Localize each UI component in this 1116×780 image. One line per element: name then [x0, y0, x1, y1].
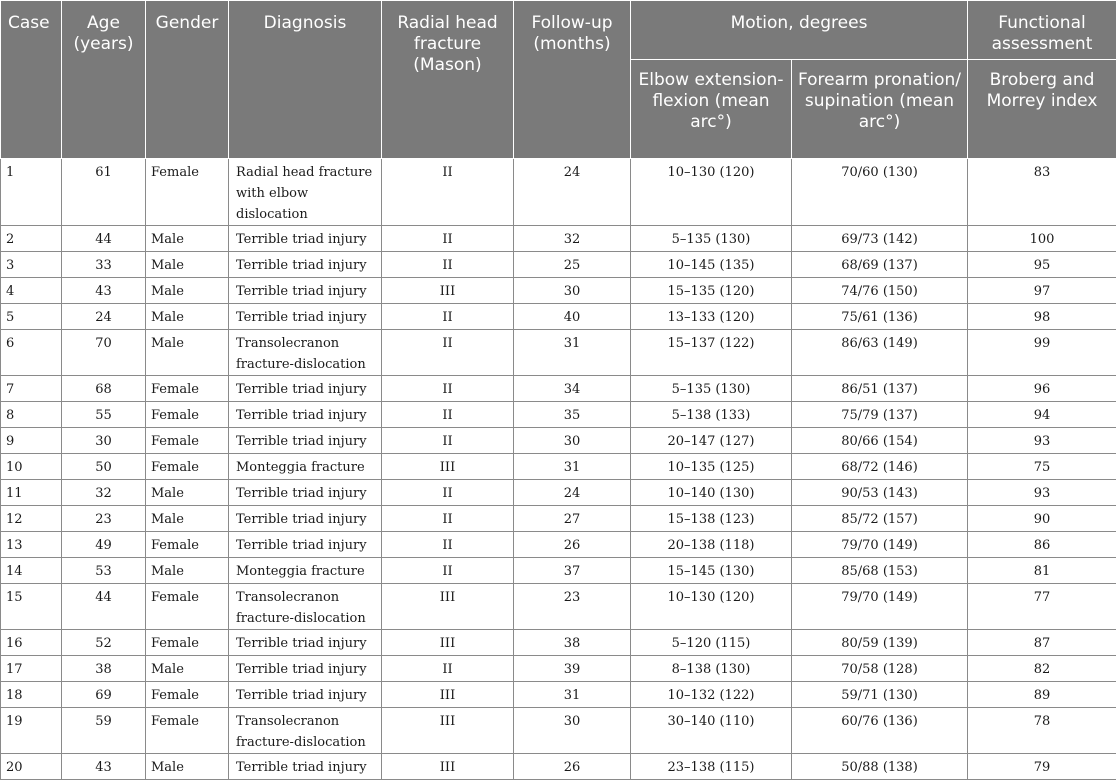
cell-elbow-arc: 10–145 (135): [631, 252, 792, 278]
header-functional-assessment: Functional assessment: [968, 1, 1116, 60]
cell-follow-up: 37: [514, 558, 631, 584]
cell-gender: Female: [146, 376, 229, 402]
cell-case: 2: [1, 226, 62, 252]
cell-elbow-arc: 10–132 (122): [631, 682, 792, 708]
table-row: [1, 558, 1116, 584]
cell-age: 33: [62, 252, 146, 278]
cell-broberg-index: 100: [968, 226, 1116, 252]
table-row: [1, 532, 1116, 558]
cell-follow-up: 30: [514, 708, 631, 754]
cell-follow-up: 39: [514, 656, 631, 682]
cell-gender: Female: [146, 532, 229, 558]
cell-forearm-arc: 74/76 (150): [792, 278, 968, 304]
table-row: [1, 630, 1116, 656]
header-gender: Gender: [146, 1, 229, 159]
cell-elbow-arc: 30–140 (110): [631, 708, 792, 754]
cell-follow-up: 34: [514, 376, 631, 402]
cell-case: 3: [1, 252, 62, 278]
cell-diagnosis: Transolecranon fracture-dislocation: [229, 584, 382, 630]
cell-diagnosis: Terrible triad injury: [229, 402, 382, 428]
cell-case: 16: [1, 630, 62, 656]
cell-age: 23: [62, 506, 146, 532]
cell-mason: II: [382, 506, 514, 532]
cell-elbow-arc: 20–138 (118): [631, 532, 792, 558]
cell-case: 6: [1, 330, 62, 376]
cell-gender: Male: [146, 754, 229, 780]
cell-case: 15: [1, 584, 62, 630]
cell-forearm-arc: 85/68 (153): [792, 558, 968, 584]
cell-broberg-index: 82: [968, 656, 1116, 682]
cell-follow-up: 31: [514, 682, 631, 708]
cell-diagnosis: Transolecranon fracture-dislocation: [229, 708, 382, 754]
cell-elbow-arc: 13–133 (120): [631, 304, 792, 330]
cell-gender: Male: [146, 226, 229, 252]
cell-age: 53: [62, 558, 146, 584]
cell-follow-up: 23: [514, 584, 631, 630]
table-row: [1, 708, 1116, 754]
cell-broberg-index: 99: [968, 330, 1116, 376]
cell-broberg-index: 87: [968, 630, 1116, 656]
cell-mason: II: [382, 480, 514, 506]
cell-broberg-index: 89: [968, 682, 1116, 708]
header-broberg-morrey-index: Broberg and Morrey index: [968, 60, 1116, 159]
cell-gender: Female: [146, 428, 229, 454]
cell-diagnosis: Terrible triad injury: [229, 480, 382, 506]
header-case: Case: [1, 1, 62, 159]
cell-gender: Male: [146, 252, 229, 278]
cell-case: 12: [1, 506, 62, 532]
table-row: [1, 656, 1116, 682]
cell-gender: Male: [146, 506, 229, 532]
cell-forearm-arc: 70/60 (130): [792, 159, 968, 226]
cell-mason: II: [382, 402, 514, 428]
cell-age: 49: [62, 532, 146, 558]
cell-forearm-arc: 86/51 (137): [792, 376, 968, 402]
cell-broberg-index: 94: [968, 402, 1116, 428]
cell-case: 8: [1, 402, 62, 428]
cell-mason: II: [382, 558, 514, 584]
cell-broberg-index: 90: [968, 506, 1116, 532]
cell-diagnosis: Terrible triad injury: [229, 376, 382, 402]
cell-forearm-arc: 69/73 (142): [792, 226, 968, 252]
table-body: [1, 159, 1116, 780]
cell-mason: II: [382, 376, 514, 402]
cell-diagnosis: Terrible triad injury: [229, 278, 382, 304]
table-row: [1, 252, 1116, 278]
cell-follow-up: 26: [514, 532, 631, 558]
cell-age: 70: [62, 330, 146, 376]
cell-forearm-arc: 80/59 (139): [792, 630, 968, 656]
header-motion: Motion, degrees: [631, 1, 968, 60]
cell-gender: Female: [146, 708, 229, 754]
header-forearm-pronation-supination: Forearm pronation/ supination (mean arc°): [792, 60, 968, 159]
cell-follow-up: 40: [514, 304, 631, 330]
cell-diagnosis: Terrible triad injury: [229, 656, 382, 682]
cell-elbow-arc: 10–140 (130): [631, 480, 792, 506]
cell-diagnosis: Terrible triad injury: [229, 252, 382, 278]
cell-diagnosis: Terrible triad injury: [229, 506, 382, 532]
cell-broberg-index: 98: [968, 304, 1116, 330]
cell-elbow-arc: 5–135 (130): [631, 226, 792, 252]
cell-follow-up: 38: [514, 630, 631, 656]
cell-case: 14: [1, 558, 62, 584]
cell-elbow-arc: 5–120 (115): [631, 630, 792, 656]
table-header: [1, 1, 1116, 159]
cell-follow-up: 25: [514, 252, 631, 278]
cell-diagnosis: Monteggia fracture: [229, 558, 382, 584]
cell-forearm-arc: 75/79 (137): [792, 402, 968, 428]
cell-diagnosis: Radial head fracture with elbow dislocation: [229, 159, 382, 226]
cell-broberg-index: 81: [968, 558, 1116, 584]
cell-forearm-arc: 59/71 (130): [792, 682, 968, 708]
cell-mason: III: [382, 630, 514, 656]
cell-broberg-index: 78: [968, 708, 1116, 754]
cell-forearm-arc: 60/76 (136): [792, 708, 968, 754]
cell-case: 17: [1, 656, 62, 682]
cell-mason: II: [382, 532, 514, 558]
header-diagnosis: Diagnosis: [229, 1, 382, 159]
cell-follow-up: 27: [514, 506, 631, 532]
cell-broberg-index: 77: [968, 584, 1116, 630]
cell-elbow-arc: 10–130 (120): [631, 584, 792, 630]
cell-case: 19: [1, 708, 62, 754]
cell-case: 18: [1, 682, 62, 708]
cell-broberg-index: 97: [968, 278, 1116, 304]
cell-mason: III: [382, 584, 514, 630]
cell-follow-up: 30: [514, 428, 631, 454]
cell-diagnosis: Terrible triad injury: [229, 226, 382, 252]
table-row: [1, 226, 1116, 252]
header-elbow-extension-flexion: Elbow extension-flexion (mean arc°): [631, 60, 792, 159]
cell-gender: Male: [146, 558, 229, 584]
cell-forearm-arc: 68/69 (137): [792, 252, 968, 278]
header-age: Age (years): [62, 1, 146, 159]
cell-broberg-index: 93: [968, 480, 1116, 506]
cell-gender: Male: [146, 480, 229, 506]
cell-broberg-index: 96: [968, 376, 1116, 402]
cell-gender: Male: [146, 278, 229, 304]
table-row: [1, 428, 1116, 454]
cell-age: 43: [62, 278, 146, 304]
cell-diagnosis: Terrible triad injury: [229, 682, 382, 708]
cell-case: 7: [1, 376, 62, 402]
cell-mason: II: [382, 330, 514, 376]
cell-forearm-arc: 79/70 (149): [792, 532, 968, 558]
cell-diagnosis: Monteggia fracture: [229, 454, 382, 480]
cell-case: 9: [1, 428, 62, 454]
table-row: [1, 376, 1116, 402]
cell-broberg-index: 93: [968, 428, 1116, 454]
cell-mason: II: [382, 252, 514, 278]
cell-gender: Female: [146, 402, 229, 428]
cell-age: 68: [62, 376, 146, 402]
table-row: [1, 682, 1116, 708]
cell-age: 69: [62, 682, 146, 708]
header-follow-up: Follow-up (months): [514, 1, 631, 159]
cell-broberg-index: 86: [968, 532, 1116, 558]
cell-forearm-arc: 90/53 (143): [792, 480, 968, 506]
table-row: [1, 330, 1116, 376]
cell-follow-up: 26: [514, 754, 631, 780]
cell-age: 43: [62, 754, 146, 780]
cell-forearm-arc: 50/88 (138): [792, 754, 968, 780]
cell-gender: Female: [146, 454, 229, 480]
cell-gender: Male: [146, 656, 229, 682]
cell-forearm-arc: 79/70 (149): [792, 584, 968, 630]
cell-diagnosis: Terrible triad injury: [229, 754, 382, 780]
cell-age: 44: [62, 226, 146, 252]
cell-age: 50: [62, 454, 146, 480]
table-row: [1, 454, 1116, 480]
cell-gender: Male: [146, 304, 229, 330]
cell-elbow-arc: 20–147 (127): [631, 428, 792, 454]
cell-gender: Female: [146, 584, 229, 630]
cell-elbow-arc: 8–138 (130): [631, 656, 792, 682]
cell-mason: III: [382, 278, 514, 304]
cell-follow-up: 30: [514, 278, 631, 304]
cell-mason: III: [382, 682, 514, 708]
cell-mason: III: [382, 708, 514, 754]
table-row: [1, 584, 1116, 630]
cell-age: 30: [62, 428, 146, 454]
cell-mason: II: [382, 428, 514, 454]
table-row: [1, 278, 1116, 304]
cell-forearm-arc: 85/72 (157): [792, 506, 968, 532]
cell-forearm-arc: 75/61 (136): [792, 304, 968, 330]
cell-elbow-arc: 10–135 (125): [631, 454, 792, 480]
table-row: [1, 159, 1116, 226]
cell-elbow-arc: 5–138 (133): [631, 402, 792, 428]
cell-forearm-arc: 70/58 (128): [792, 656, 968, 682]
cell-elbow-arc: 15–135 (120): [631, 278, 792, 304]
cell-follow-up: 31: [514, 330, 631, 376]
cell-gender: Female: [146, 682, 229, 708]
cell-age: 38: [62, 656, 146, 682]
cell-case: 5: [1, 304, 62, 330]
cell-diagnosis: Transolecranon fracture-dislocation: [229, 330, 382, 376]
cell-mason: II: [382, 656, 514, 682]
cell-age: 61: [62, 159, 146, 226]
table-row: [1, 480, 1116, 506]
cell-forearm-arc: 80/66 (154): [792, 428, 968, 454]
cell-broberg-index: 95: [968, 252, 1116, 278]
cell-elbow-arc: 23–138 (115): [631, 754, 792, 780]
cell-case: 4: [1, 278, 62, 304]
cell-broberg-index: 75: [968, 454, 1116, 480]
cell-follow-up: 35: [514, 402, 631, 428]
cell-follow-up: 31: [514, 454, 631, 480]
cell-mason: III: [382, 454, 514, 480]
cell-age: 52: [62, 630, 146, 656]
cell-age: 24: [62, 304, 146, 330]
cell-forearm-arc: 86/63 (149): [792, 330, 968, 376]
cell-diagnosis: Terrible triad injury: [229, 630, 382, 656]
cell-case: 1: [1, 159, 62, 226]
cell-mason: II: [382, 226, 514, 252]
cell-diagnosis: Terrible triad injury: [229, 428, 382, 454]
cell-elbow-arc: 5–135 (130): [631, 376, 792, 402]
header-radial-head-fracture: Radial head fracture (Mason): [382, 1, 514, 159]
cell-diagnosis: Terrible triad injury: [229, 532, 382, 558]
cell-case: 20: [1, 754, 62, 780]
cell-age: 59: [62, 708, 146, 754]
table-row: [1, 402, 1116, 428]
cell-elbow-arc: 10–130 (120): [631, 159, 792, 226]
cell-follow-up: 24: [514, 159, 631, 226]
table-row: [1, 506, 1116, 532]
cell-broberg-index: 79: [968, 754, 1116, 780]
cell-gender: Male: [146, 330, 229, 376]
cell-gender: Female: [146, 630, 229, 656]
cell-elbow-arc: 15–137 (122): [631, 330, 792, 376]
cell-mason: II: [382, 159, 514, 226]
cell-age: 44: [62, 584, 146, 630]
cell-mason: III: [382, 754, 514, 780]
cell-mason: II: [382, 304, 514, 330]
cell-case: 10: [1, 454, 62, 480]
cell-gender: Female: [146, 159, 229, 226]
cell-case: 11: [1, 480, 62, 506]
cell-follow-up: 24: [514, 480, 631, 506]
cell-age: 32: [62, 480, 146, 506]
cell-age: 55: [62, 402, 146, 428]
cell-forearm-arc: 68/72 (146): [792, 454, 968, 480]
cell-broberg-index: 83: [968, 159, 1116, 226]
table-row: [1, 754, 1116, 780]
cell-follow-up: 32: [514, 226, 631, 252]
table-row: [1, 304, 1116, 330]
cell-diagnosis: Terrible triad injury: [229, 304, 382, 330]
cell-elbow-arc: 15–145 (130): [631, 558, 792, 584]
cell-elbow-arc: 15–138 (123): [631, 506, 792, 532]
cell-case: 13: [1, 532, 62, 558]
